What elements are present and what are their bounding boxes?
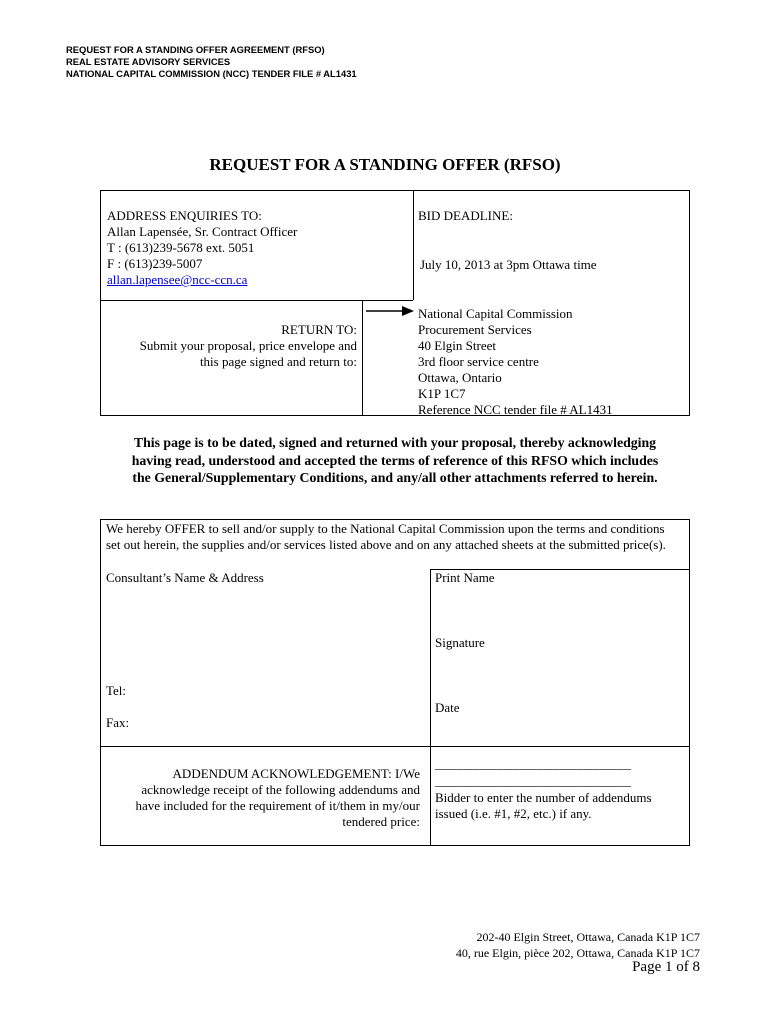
notice-line-1: This page is to be dated, signed and returned with your proposal, thereby acknowledging bbox=[133, 435, 657, 450]
header-line-3: NATIONAL CAPITAL COMMISSION (NCC) TENDER FILE # AL1431 bbox=[66, 68, 357, 79]
acknowledgement-notice bbox=[100, 434, 690, 487]
signature-label: Signature bbox=[435, 635, 485, 650]
consultant-label: Consultant’s Name & Address bbox=[106, 570, 264, 585]
box-divider-vertical-bottom bbox=[362, 300, 363, 416]
box-divider-horizontal bbox=[100, 300, 413, 301]
form-divider-middle bbox=[100, 746, 690, 747]
deadline-heading: BID DEADLINE: bbox=[418, 208, 513, 223]
footer-line-1: 202-40 Elgin Street, Ottawa, Canada K1P 1C7 bbox=[476, 930, 700, 944]
page-number: Page 1 of 8 bbox=[632, 959, 700, 975]
footer-line-2: 40, rue Elgin, pièce 202, Ottawa, Canada K1P 1C7 bbox=[455, 945, 700, 960]
page-title: REQUEST FOR A STANDING OFFER (RFSO) bbox=[209, 155, 561, 174]
notice-line-2: having read, understood and accepted the terms of reference of this RFSO which includes bbox=[131, 452, 659, 468]
return-address-line-4: 3rd floor service centre bbox=[418, 354, 539, 369]
return-address-line-1: National Capital Commission bbox=[418, 306, 573, 321]
header-line-2: REAL ESTATE ADVISORY SERVICES bbox=[66, 56, 231, 67]
header-line-1: REQUEST FOR A STANDING OFFER AGREEMENT (RFSO) bbox=[66, 44, 325, 55]
contact-email-link[interactable]: allan.lapensee@ncc-ccn.ca bbox=[107, 272, 248, 287]
addendum-line-4: tendered price: bbox=[342, 814, 420, 829]
contact-phone: T : (613)239-5678 ext. 5051 bbox=[107, 240, 255, 255]
return-address-line-2: Procurement Services bbox=[418, 322, 532, 337]
return-to-line-1: Submit your proposal, price envelope and bbox=[139, 338, 357, 353]
return-to-line-2: this page signed and return to: bbox=[199, 354, 357, 369]
fax-label: Fax: bbox=[106, 715, 130, 730]
enquiries-heading: ADDRESS ENQUIRIES TO: bbox=[107, 208, 262, 223]
addendum-instruction-1: Bidder to enter the number of addendums bbox=[435, 790, 652, 805]
box-divider-vertical-top bbox=[413, 190, 414, 300]
return-to-heading: RETURN TO: bbox=[281, 322, 357, 337]
return-address-line-6: K1P 1C7 bbox=[418, 386, 466, 401]
return-address-line-7: Reference NCC tender file # AL1431 bbox=[418, 402, 613, 417]
addendum-blank-1[interactable]: _______________________________________ bbox=[435, 757, 630, 771]
addendum-instruction-2: issued (i.e. #1, #2, etc.) if any. bbox=[435, 806, 592, 821]
return-address-line-3: 40 Elgin Street bbox=[418, 338, 496, 353]
addendum-blank-2[interactable]: _______________________________________ bbox=[435, 774, 630, 788]
addendum-line-2: acknowledge receipt of the following addendums and bbox=[141, 782, 420, 797]
offer-statement: We hereby OFFER to sell and/or supply to the National Capital Commission upon the terms and conditions set out herein, the supplies and/or services listed above and on any attached sheets at the submitted price(s). bbox=[106, 521, 666, 553]
print-name-label: Print Name bbox=[435, 570, 495, 585]
footer-address bbox=[456, 930, 700, 961]
form-divider-vertical bbox=[430, 569, 431, 846]
deadline-value: July 10, 2013 at 3pm Ottawa time bbox=[420, 257, 597, 272]
date-label: Date bbox=[435, 700, 460, 715]
notice-line-3: the General/Supplementary Conditions, and any/all other attachments referred to herein. bbox=[132, 470, 658, 485]
return-address-line-5: Ottawa, Ontario bbox=[418, 370, 502, 385]
right-arrow-icon bbox=[364, 305, 414, 317]
contact-name: Allan Lapensée, Sr. Contract Officer bbox=[107, 224, 298, 239]
addendum-line-1: ADDENDUM ACKNOWLEDGEMENT: I/We bbox=[172, 766, 420, 781]
document-header bbox=[66, 44, 357, 80]
contact-fax: F : (613)239-5007 bbox=[107, 256, 203, 271]
tel-label: Tel: bbox=[106, 683, 127, 698]
addendum-line-3: have included for the requirement of it/them in my/our bbox=[135, 798, 420, 813]
